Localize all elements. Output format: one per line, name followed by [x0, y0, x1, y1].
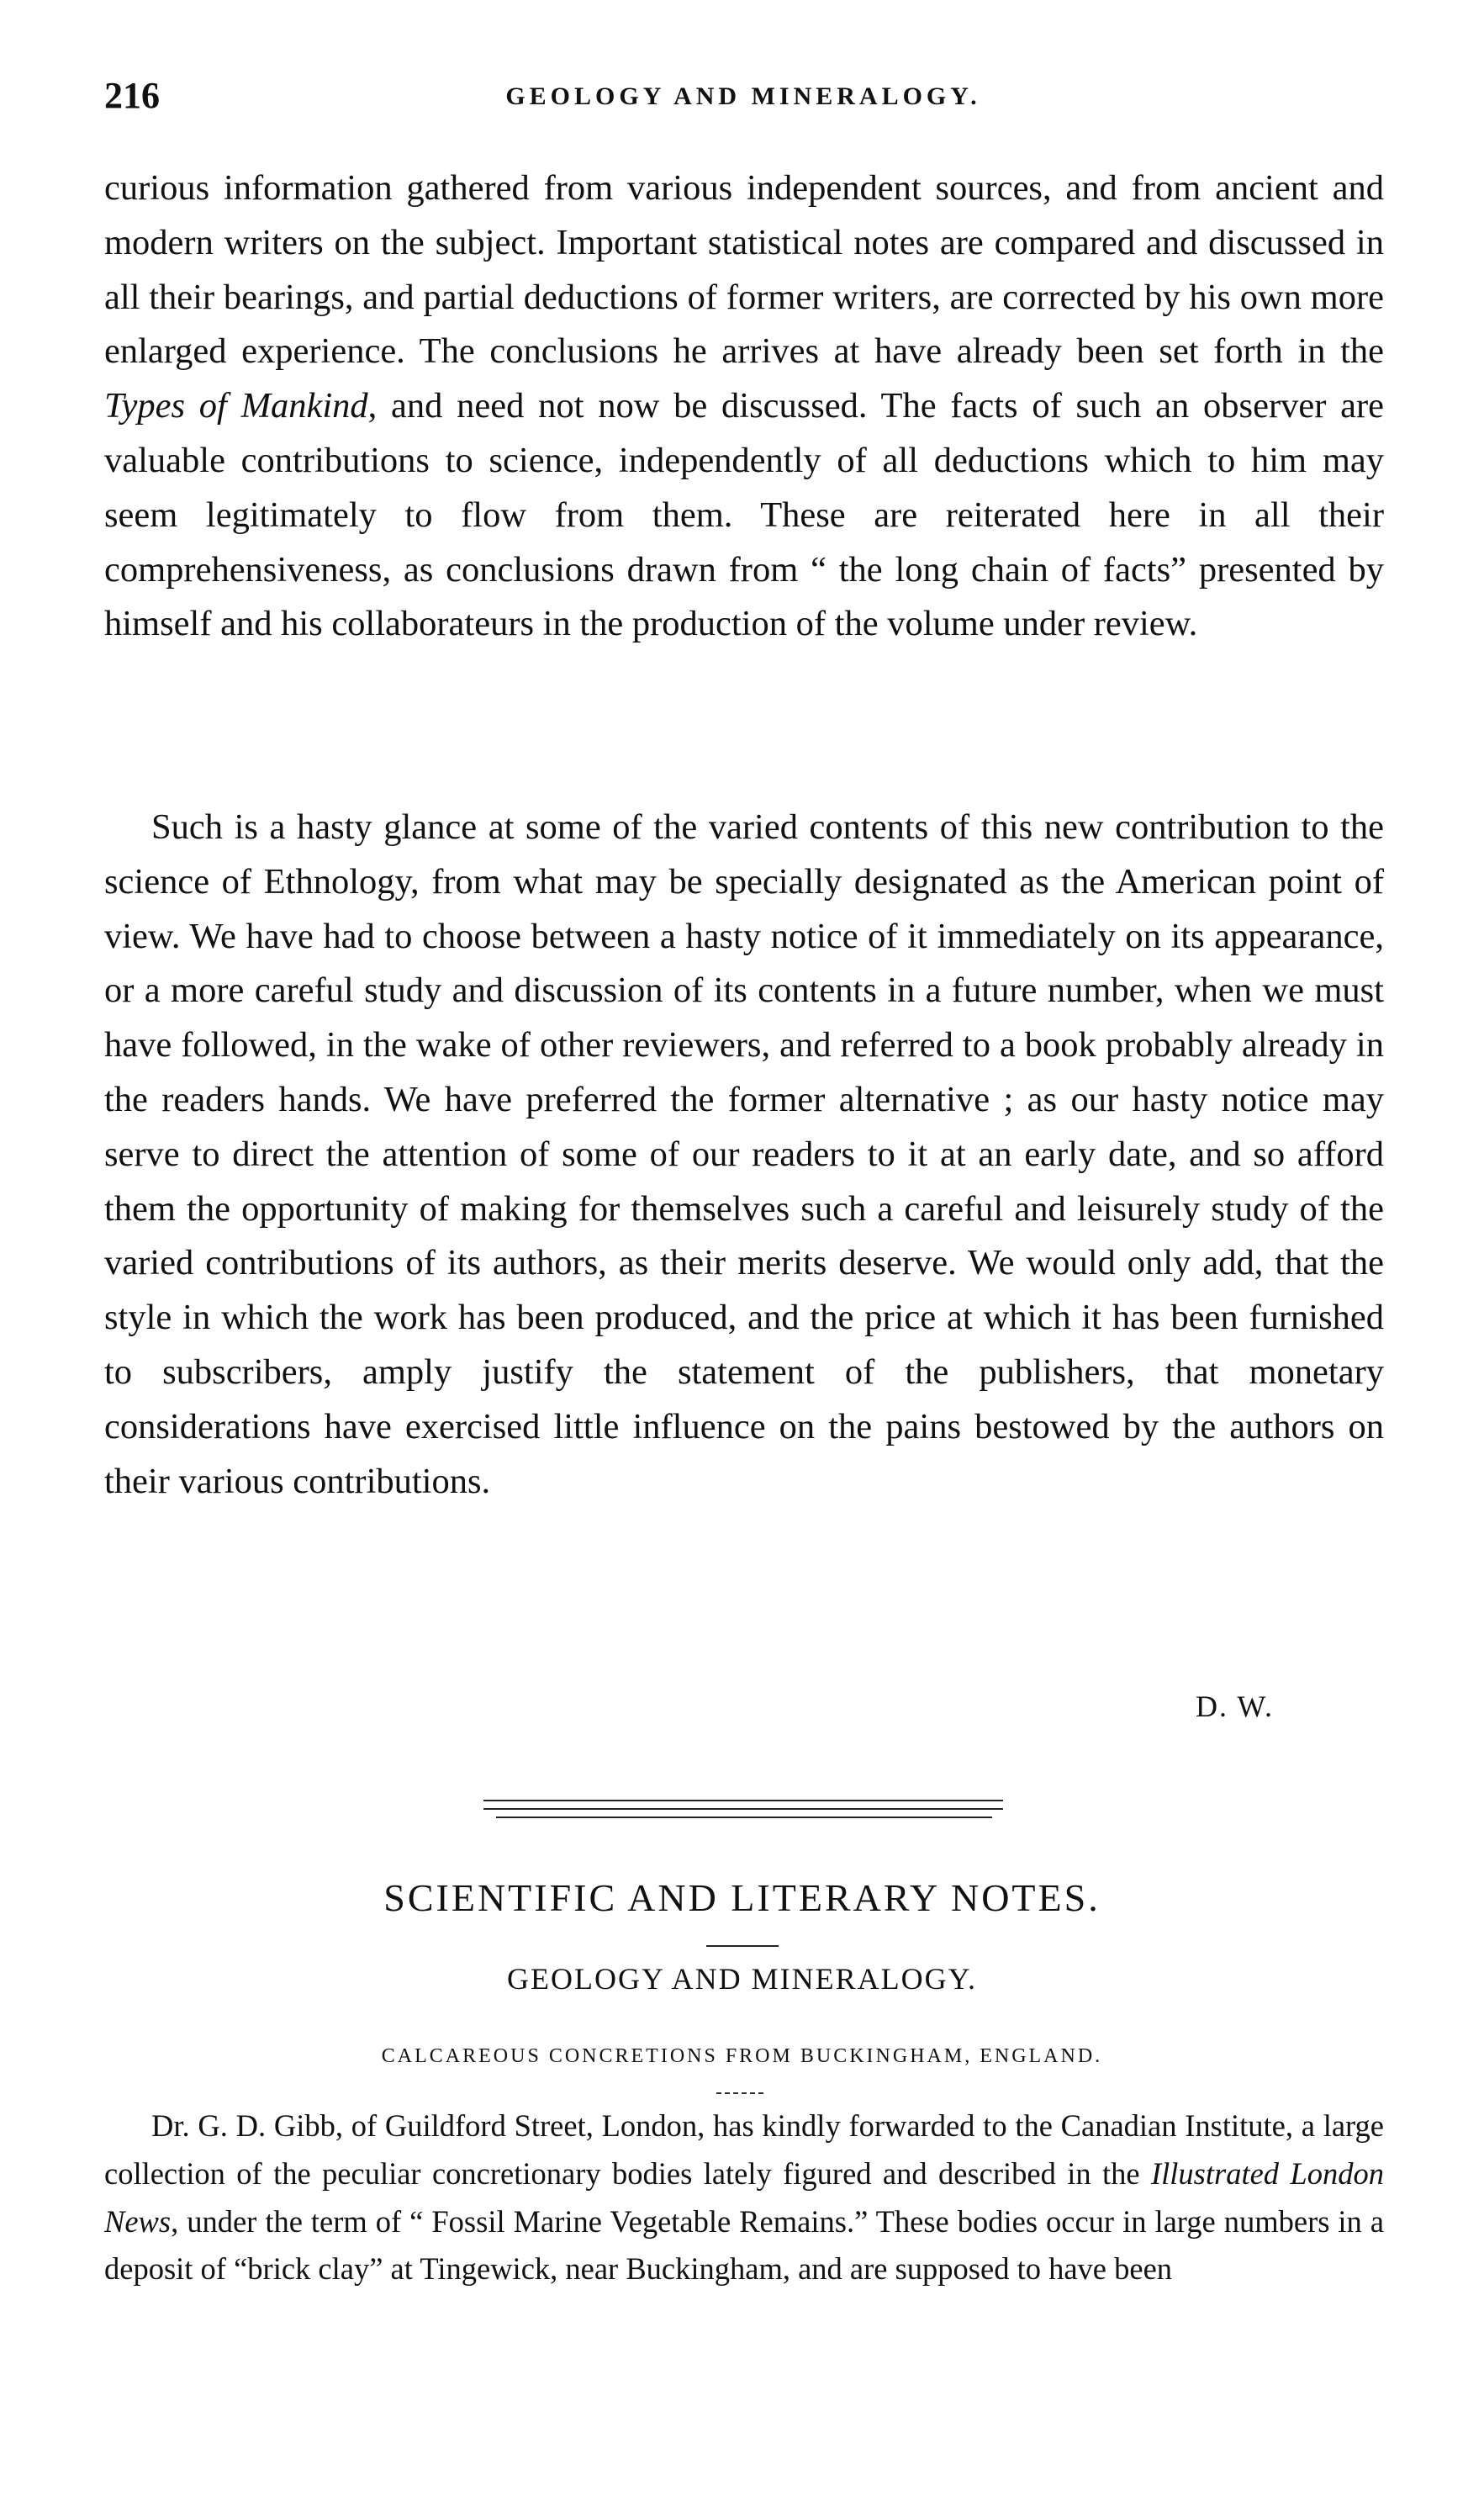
article-paragraph-part-4: , under the term of “ Fossil Marine Vegetable Remains.” These bodies occur in large numbers in a deposit of “brick clay” at Tingewick, near Buckingham, and are supposed to have been — [104, 2203, 1384, 2287]
article-paragraph — [104, 2102, 1384, 2293]
article-title: CALCAREOUS CONCRETIONS FROM BUCKINGHAM, ENGLAND. — [381, 2045, 1103, 2067]
review-paragraph-1 — [104, 161, 1384, 652]
publication-title: Illustrated London News — [104, 2155, 1384, 2239]
running-head — [104, 74, 1382, 124]
article-paragraph-part-2: Canadian Institute, a large collection of the peculiar concretionary bodies lately figured and described in the — [104, 2108, 1384, 2191]
section-divider-rule — [483, 1800, 1003, 1801]
article-paragraph-part-1: Dr. G. D. Gibb, of Guildford Street, London, has kindly forwarded to the — [151, 2108, 1053, 2143]
page-number: 216 — [104, 75, 160, 116]
section-title: SCIENTIFIC AND LITERARY NOTES. — [383, 1876, 1101, 1919]
review-paragraph-1-part-1: curious information gathered from various independent sources, and from ancient and modern writers on the subject. Important statistical notes are compared and discussed in all their bearings, and partial deductions of former writers, are corrected by his own more enlarged experience. The conclusions he arrives at have already been set forth in the — [104, 168, 1384, 372]
section-divider-rule — [496, 1817, 992, 1818]
tiny-rule — [716, 2092, 763, 2094]
section-divider-rule — [483, 1808, 1003, 1810]
running-title: GEOLOGY AND MINERALOGY. — [505, 82, 981, 110]
author-signature: D. W. — [1195, 1690, 1274, 1723]
short-rule — [706, 1945, 779, 1947]
review-paragraph-2: Such is a hasty glance at some of the varied contents of this new contribution to the science of Ethnology, from what may be specially designated as the American point of view. We have had to choose between a hasty notice of it immediately on its appearance, or a more careful study and discussion of its contents in a future number, when we must have followed, in the wake of other reviewers, and referred to a book probably already in the readers hands. We have preferred the former alternative ; as our hasty notice may serve to direct the attention of some of our readers to it at an early date, and so afford them the opportunity of making for themselves such a careful and leisurely study of the varied contributions of its authors, as their merits deserve. We would only add, that the style in which the work has been produced, and the price at which it has been furnished to subscribers, amply justify the statement of the publishers, that monetary considerations have exercised little influence on the pains bestowed by the authors on their various contributions. — [104, 807, 1384, 1501]
book-title-types-of-mankind: Types of Mankind — [104, 386, 368, 426]
review-paragraph-1-part-3: , and need not now be discussed. The facts of such an observer are valuable contributions to science, independently of all deductions which to him may seem legitimately to flow from them. These are reiterated here in all their comprehensiveness, as conclusions drawn from “ the long chain of facts” presented by himself and his collaborateurs in the production of the volume under review. — [104, 386, 1384, 644]
subsection-title: GEOLOGY AND MINERALOGY. — [507, 1962, 977, 1996]
